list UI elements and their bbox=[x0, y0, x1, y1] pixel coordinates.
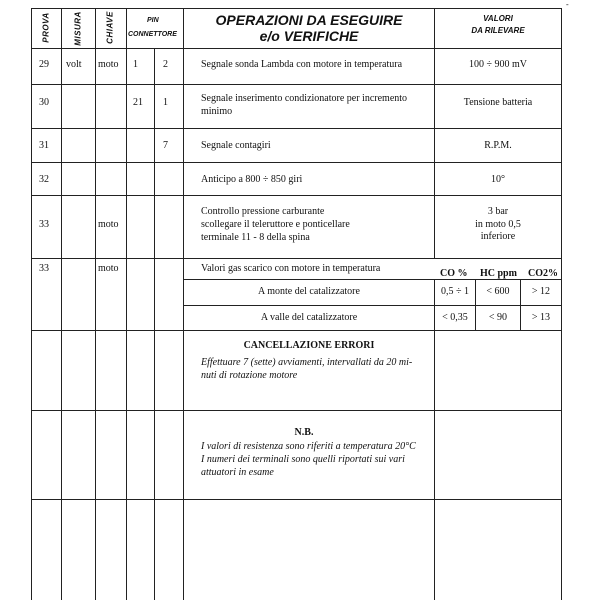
header-chiave: CHIAVE bbox=[105, 11, 115, 44]
row-31-value: R.P.M. bbox=[484, 140, 512, 151]
row-33a-prova: 33 bbox=[39, 219, 49, 230]
corner-mark: - bbox=[566, 0, 569, 9]
row-33a-op-line1: Controllo pressione carburante bbox=[201, 206, 325, 217]
cancel-errors-line2: nuti di rotazione motore bbox=[201, 370, 298, 381]
row-33b-col-hc: HC ppm bbox=[480, 268, 517, 279]
header-pin: PIN bbox=[147, 17, 159, 24]
nb-title: N.B. bbox=[294, 427, 314, 438]
row-29-misura: volt bbox=[66, 59, 82, 70]
nb-line2: I numeri dei terminali sono quelli riportati sui vari bbox=[201, 454, 405, 465]
row-33b-sub2-label: A valle del catalizzatore bbox=[260, 312, 358, 323]
row-31-pin2: 7 bbox=[163, 140, 168, 151]
row-30-op-line1: Segnale inserimento condizionatore per incremento bbox=[201, 93, 408, 104]
row-33b-op: Valori gas scarico con motore in temperatura bbox=[201, 263, 381, 274]
row-29-op: Segnale sonda Lambda con motore in temperatura bbox=[201, 59, 403, 70]
row-32-value: 10° bbox=[491, 174, 505, 185]
row-33b-prova: 33 bbox=[39, 263, 49, 274]
row-33b-col-co: CO % bbox=[440, 268, 468, 279]
row-32-op: Anticipo a 800 ÷ 850 giri bbox=[201, 174, 303, 185]
header-prova: PROVA bbox=[41, 12, 51, 43]
row-33a-chiave: moto bbox=[98, 219, 119, 230]
row-33b-col-co2: CO2% bbox=[528, 268, 558, 279]
row-33b-sub2-co: < 0,35 bbox=[442, 312, 468, 323]
row-29-value: 100 ÷ 900 mV bbox=[469, 59, 527, 70]
row-31-prova: 31 bbox=[39, 140, 49, 151]
row-30-prova: 30 bbox=[39, 97, 49, 108]
row-29-chiave: moto bbox=[98, 59, 119, 70]
cancel-errors-title: CANCELLAZIONE ERRORI bbox=[243, 340, 375, 351]
header-misura: MISURA bbox=[73, 11, 83, 46]
row-30-op-line2: minimo bbox=[201, 106, 233, 117]
row-33a-value-line2: in moto 0,5 bbox=[475, 219, 521, 230]
row-30-pin2: 1 bbox=[163, 97, 168, 108]
row-33b-chiave: moto bbox=[98, 263, 119, 274]
row-33b-sub2-hc: < 90 bbox=[488, 312, 508, 323]
nb-line3: attuatori in esame bbox=[201, 467, 274, 478]
nb-line1: I valori di resistenza sono riferiti a temperatura 20°C bbox=[201, 441, 416, 452]
row-33b-sub1-hc: < 600 bbox=[486, 286, 510, 297]
row-31-op: Segnale contagiri bbox=[201, 140, 271, 151]
row-33a-op-line3: terminale 11 - 8 della spina bbox=[201, 232, 310, 243]
row-32-prova: 32 bbox=[39, 174, 49, 185]
row-30-value: Tensione batteria bbox=[463, 97, 533, 108]
header-values-line2: DA RILEVARE bbox=[471, 26, 525, 35]
row-29-prova: 29 bbox=[39, 59, 49, 70]
row-30-pin1: 21 bbox=[133, 97, 143, 108]
row-29-pin2: 2 bbox=[163, 59, 168, 70]
cancel-errors-line1: Effettuare 7 (sette) avviamenti, intervallati da 20 mi- bbox=[201, 357, 413, 368]
row-33a-op-line2: scollegare il teleruttore e ponticellare bbox=[201, 219, 350, 230]
row-33b-sub1-co2: > 12 bbox=[531, 286, 551, 297]
row-33b-sub2-co2: > 13 bbox=[531, 312, 551, 323]
row-33a-value-line1: 3 bar bbox=[487, 206, 509, 217]
header-connettore: CONNETTORE bbox=[128, 31, 177, 38]
row-33a-value-line3: inferiore bbox=[480, 231, 516, 242]
header-operations-line1: OPERAZIONI DA ESEGUIRE bbox=[215, 12, 403, 28]
row-33b-sub1-label: A monte del catalizzatore bbox=[258, 286, 360, 297]
header-values-line1: VALORI bbox=[483, 14, 513, 23]
row-29-pin1: 1 bbox=[133, 59, 138, 70]
row-33b-sub1-co: 0,5 ÷ 1 bbox=[441, 286, 469, 297]
header-operations-line2: e/o VERIFICHE bbox=[259, 28, 359, 44]
